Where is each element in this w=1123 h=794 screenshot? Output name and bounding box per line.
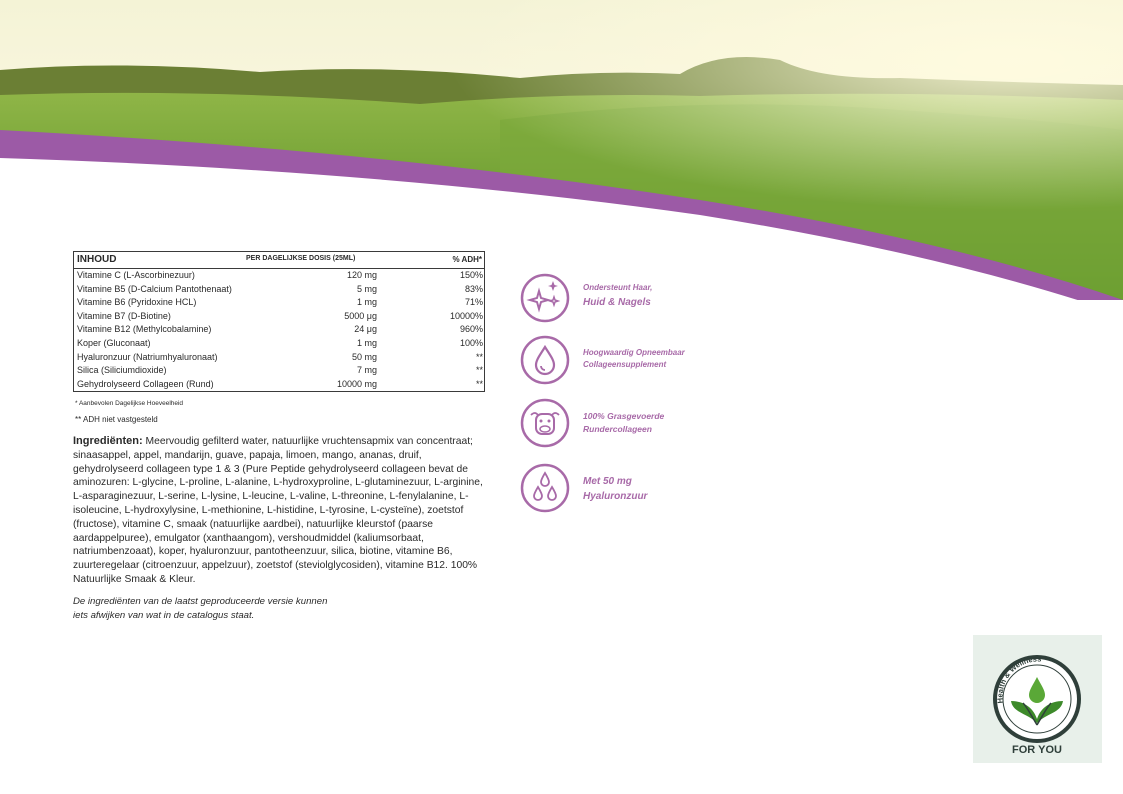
logo-arc-text: Health & Wellness: [995, 654, 1042, 704]
feature-collagen-line2: Collageensupplement: [583, 360, 667, 369]
ingredients-text: Meervoudig gefilterd water, natuurlijke vruchtensapmix van concentraat; sinaasappel, appel, mandarijn, guave, papaja, limoen, mango, ananas, druif, gehydrolyseerd collageen type 1 & 3 (Pure Peptide gehydrolyseerd collageen bevat de aminozuren: L-glycine, L-proline, L-alanine, L-hydroxyproline, L-glutaminezuur, L-arginine, L-asparaginezuur, L-serine, L-lysine, L-leucine, L-valine, L-threonine, L-fenylalanine, L-isoleucine, L-hydroxylysine, L-methionine, L-histidine, L-tyrosine, L-cysteïne), zoetstof (fructose), vitamine C, smaak (natuurlijke aardbei), natuurlijke kleurstof (paarse aardappelpuree), emulgator (xanthaangom), vershoudmiddel (kaliumsorbaat, natriumbenzoaat), koper, hyaluronzuur, pantotheenzuur, silica, biotine, vitamine B6, zuurteregelaar (citroenzuur, appelzuur), zoetstof (steviolglycosiden), vitamine B12. 100% Natuurlijke Smaak & Kleur.: [73, 436, 483, 585]
row-amount: 5000 μg: [344, 310, 377, 321]
row-amount: 7 mg: [356, 365, 377, 376]
footnote-adh: * Aanbevolen Dagelijkse Hoeveelheid: [75, 400, 184, 407]
row-percent: 71%: [464, 297, 483, 308]
row-name: Vitamine B5 (D-Calcium Pantothenaat): [77, 283, 232, 294]
logo-bottom-text: FOR YOU: [1012, 744, 1062, 756]
feature-grassfed-line2: Rundercollageen: [583, 424, 652, 434]
row-amount: 50 mg: [351, 351, 377, 362]
row-amount: 24 μg: [354, 324, 377, 335]
row-amount: 1 mg: [356, 337, 377, 348]
footnote-not-established: ** ADH niet vastgesteld: [75, 415, 158, 424]
feature-collagen-line1: Hoogwaardig Opneembaar: [583, 348, 685, 357]
disclaimer-text: De ingrediënten van de laatst geproduceerde versie kunnen iets afwijken van wat in de catalogus staat.: [73, 596, 328, 621]
row-percent: 83%: [464, 283, 483, 294]
table-row: [74, 296, 484, 310]
header-percent: % ADH*: [452, 255, 482, 264]
table-row: [74, 323, 484, 337]
ingredients-paragraph: [73, 435, 493, 587]
feature-grassfed-line1: 100% Grasgevoerde: [583, 411, 665, 421]
row-percent: 960%: [459, 324, 483, 335]
feature-hair-skin-nails-line1: Ondersteunt Haar,: [583, 283, 653, 292]
table-header: [74, 252, 484, 269]
row-amount: 120 mg: [346, 270, 377, 280]
drop-icon: [520, 335, 570, 385]
header-content: INHOUD: [77, 254, 117, 265]
row-percent: 100%: [459, 337, 483, 348]
row-amount: 5 mg: [356, 283, 377, 294]
row-percent: **: [475, 378, 483, 389]
row-name: Vitamine B7 (D-Biotine): [77, 310, 171, 321]
ingredients-label: Ingrediënten:: [73, 435, 143, 447]
table-row: [74, 364, 484, 378]
feature-hair-skin-nails-line2: Huid & Nagels: [583, 297, 651, 308]
nutrition-table: [73, 251, 485, 392]
row-amount: 1 mg: [356, 297, 377, 308]
row-name: Hyaluronzuur (Natriumhyaluronaat): [77, 351, 218, 362]
drops-icon: [520, 463, 570, 513]
row-percent: 150%: [459, 270, 483, 280]
logo-emblem: [973, 635, 1102, 763]
table-row: [74, 310, 484, 324]
table-row: [74, 269, 484, 283]
header-dose: PER DAGELIJKSE DOSIS (25ML): [246, 255, 356, 262]
row-name: Koper (Gluconaat): [77, 337, 151, 348]
table-row: [74, 351, 484, 365]
cow-icon: [520, 398, 570, 448]
row-percent: **: [475, 351, 483, 362]
row-percent: **: [475, 365, 483, 376]
table-row: [74, 378, 484, 392]
feature-hyaluronic-line1: Met 50 mg: [583, 476, 632, 487]
row-percent: 10000%: [449, 310, 483, 321]
brand-logo: [973, 635, 1102, 763]
row-name: Gehydrolyseerd Collageen (Rund): [77, 378, 214, 389]
table-row: [74, 337, 484, 351]
row-name: Vitamine B12 (Methylcobalamine): [77, 324, 212, 335]
table-row: [74, 283, 484, 297]
row-name: Vitamine C (L-Ascorbinezuur): [77, 270, 195, 280]
row-name: Vitamine B6 (Pyridoxine HCL): [77, 297, 197, 308]
feature-hyaluronic-line2: Hyaluronzuur: [583, 491, 648, 502]
sparkles-icon: [520, 273, 570, 323]
row-name: Silica (Siliciumdioxide): [77, 365, 167, 376]
row-amount: 10000 mg: [336, 378, 377, 389]
